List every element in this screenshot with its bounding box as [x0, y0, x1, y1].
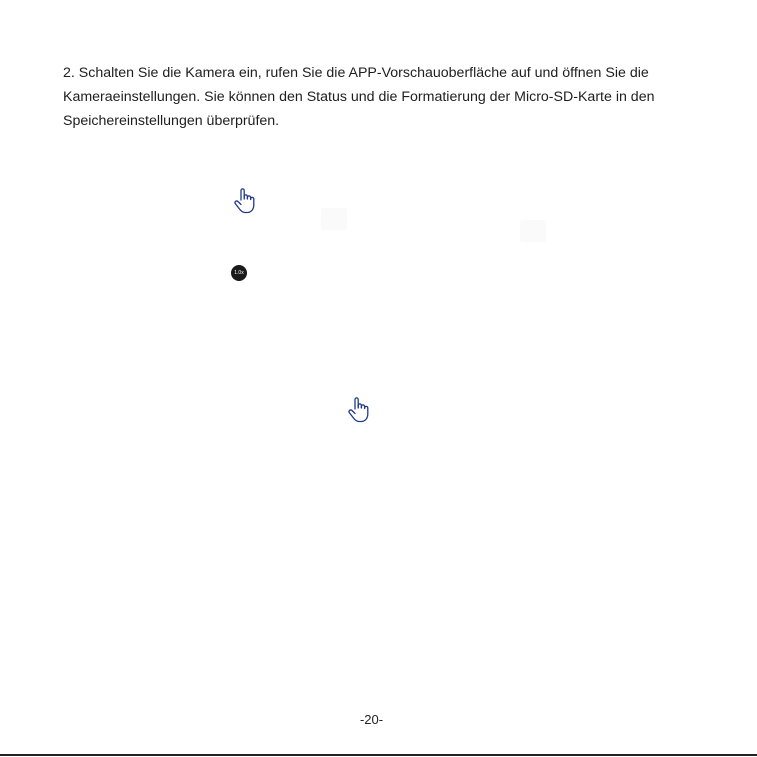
- page-number: -20-: [359, 712, 384, 727]
- playback-speed-badge: 1.0x: [231, 265, 247, 281]
- faded-ui-placeholder: [321, 208, 347, 230]
- faded-ui-placeholder: [520, 220, 546, 242]
- instruction-text: 2. Schalten Sie die Kamera ein, rufen Sie die APP-Vorschauoberfläche auf und öffnen Sie die Kameraeinstellungen. Sie können den Status und die Formatierung der Micro-SD-Karte in den Speichereinstellungen überprüfen.: [63, 65, 655, 129]
- hand-pointer-icon: [346, 395, 370, 425]
- hand-pointer-icon: [232, 186, 256, 216]
- bottom-divider: [0, 754, 757, 756]
